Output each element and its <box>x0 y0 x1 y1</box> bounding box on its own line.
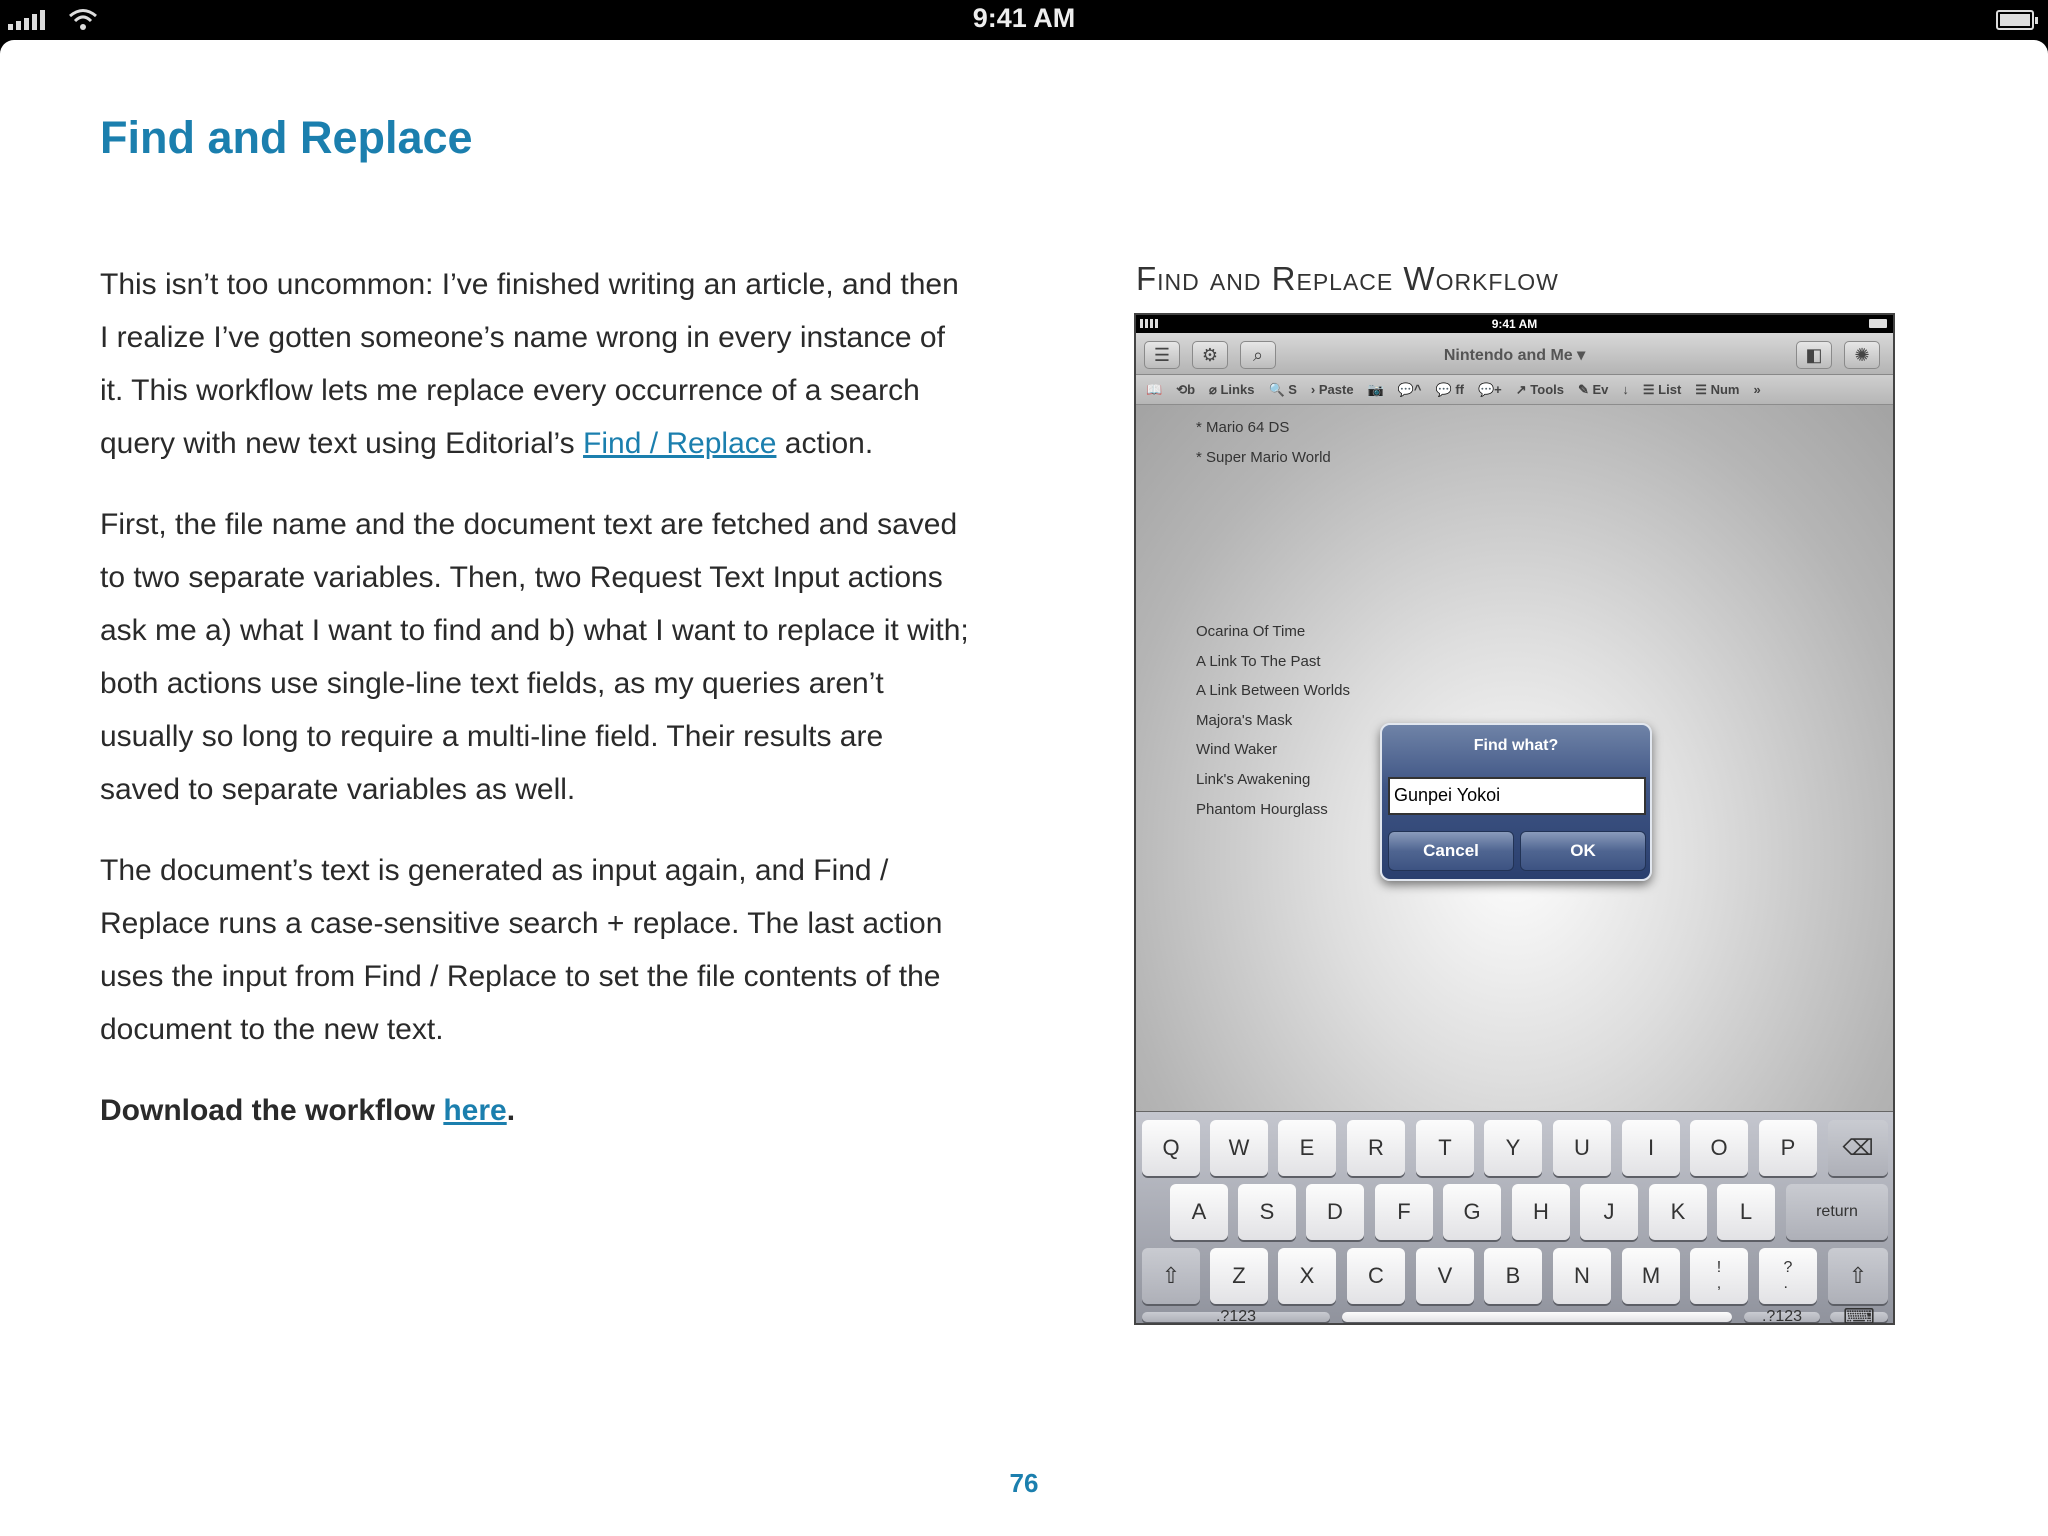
shift-key-right[interactable]: ⇧ <box>1828 1248 1888 1304</box>
list-item: Phantom Hourglass <box>1196 801 1328 818</box>
paragraph-1-end: action. <box>776 427 874 460</box>
toolbar-comment-1[interactable]: 💬^ <box>1397 382 1422 397</box>
key-e[interactable]: E <box>1278 1120 1336 1176</box>
toolbar-more[interactable]: » <box>1753 382 1761 397</box>
list-item: Majora's Mask <box>1196 712 1293 729</box>
numbers-key-left[interactable]: .?123 <box>1142 1312 1330 1322</box>
key-l[interactable]: L <box>1717 1184 1775 1240</box>
find-dialog <box>1380 723 1652 881</box>
toolbar-ev[interactable]: ✎ Ev <box>1578 382 1609 397</box>
key-s[interactable]: S <box>1238 1184 1296 1240</box>
key-g[interactable]: G <box>1443 1184 1501 1240</box>
editor-content[interactable] <box>1136 405 1893 1111</box>
battery-icon <box>1996 10 2034 30</box>
key-x[interactable]: X <box>1278 1248 1336 1304</box>
paragraph-1 <box>100 258 970 470</box>
toolbar-search[interactable]: 🔍 S <box>1268 382 1297 397</box>
key-f[interactable]: F <box>1375 1184 1433 1240</box>
toolbar-paste[interactable]: › Paste <box>1310 382 1354 397</box>
screenshot-time: 9:41 AM <box>1491 317 1538 331</box>
key-u[interactable]: U <box>1553 1120 1611 1176</box>
download-end: . <box>506 1094 516 1127</box>
key-i[interactable]: I <box>1622 1120 1680 1176</box>
dialog-title: Find what? <box>1473 737 1559 754</box>
key-d[interactable]: D <box>1306 1184 1364 1240</box>
preview-icon[interactable]: ◧ <box>1796 341 1832 369</box>
paragraph-3: The document’s text is generated as input again, and Find / Replace runs a case-sensitive search + replace. The last action uses the input from Find / Replace to set the file contents of the document to the new text. <box>100 854 943 1046</box>
key-t[interactable]: T <box>1416 1120 1474 1176</box>
toolbar-num[interactable]: ☰ Num <box>1695 382 1740 397</box>
toolbar-list[interactable]: ☰ List <box>1642 382 1682 397</box>
key-w[interactable]: W <box>1210 1120 1268 1176</box>
key-a[interactable]: A <box>1170 1184 1228 1240</box>
toolbar-bookmarks[interactable]: 📖 <box>1146 382 1163 397</box>
book-page <box>0 40 2048 1536</box>
article-body <box>100 258 970 1165</box>
keyboard <box>1136 1111 1893 1325</box>
key-c[interactable]: C <box>1347 1248 1405 1304</box>
key-z[interactable]: Z <box>1210 1248 1268 1304</box>
key-y[interactable]: Y <box>1484 1120 1542 1176</box>
download-link[interactable]: here <box>443 1094 507 1127</box>
space-key[interactable] <box>1342 1312 1732 1322</box>
key-v[interactable]: V <box>1416 1248 1474 1304</box>
toolbar-comment-3[interactable]: 💬+ <box>1478 382 1502 397</box>
list-item: Ocarina Of Time <box>1196 623 1306 640</box>
download-text: Download the workflow <box>100 1094 444 1127</box>
key-q[interactable]: Q <box>1142 1120 1200 1176</box>
status-time: 9:41 AM <box>972 3 1076 33</box>
find-replace-link[interactable]: Find / Replace <box>583 427 777 460</box>
note-line: * Mario 64 DS <box>1196 419 1290 436</box>
page-title: Find and Replace <box>100 112 473 163</box>
toolbar-comment-2[interactable]: 💬 ff <box>1435 382 1464 397</box>
screenshot-battery-icon <box>1869 319 1887 328</box>
return-key[interactable]: return <box>1786 1184 1888 1240</box>
numbers-key-right[interactable]: .?123 <box>1744 1312 1820 1322</box>
ok-button[interactable]: OK <box>1520 831 1646 871</box>
toolbar-tools[interactable]: ↗ Tools <box>1515 382 1564 397</box>
key-n[interactable]: N <box>1553 1248 1611 1304</box>
gear-icon[interactable]: ⚙ <box>1192 341 1228 369</box>
keyboard-hide-icon[interactable]: ⌨ <box>1830 1312 1888 1322</box>
list-item: Link's Awakening <box>1196 771 1311 788</box>
list-item: A Link Between Worlds <box>1196 682 1350 699</box>
paragraph-1-text: This isn’t too uncommon: I’ve finished writing an article, and then I realize I’ve gotten someone’s name wrong in every instance of it. This workflow lets me replace every occurrence of a search query with new text using Editorial’s <box>100 268 959 460</box>
key-j[interactable]: J <box>1580 1184 1638 1240</box>
cancel-button[interactable]: Cancel <box>1388 831 1514 871</box>
search-icon[interactable]: ⌕ <box>1240 341 1276 369</box>
key-question-period[interactable]: ? . <box>1759 1248 1817 1304</box>
key-k[interactable]: K <box>1649 1184 1707 1240</box>
find-input[interactable]: Gunpei Yokoi <box>1388 777 1646 815</box>
key-h[interactable]: H <box>1512 1184 1570 1240</box>
key-m[interactable]: M <box>1622 1248 1680 1304</box>
key-o[interactable]: O <box>1690 1120 1748 1176</box>
shift-key-left[interactable]: ⇧ <box>1142 1248 1200 1304</box>
toolbar-down[interactable]: ↓ <box>1622 382 1629 397</box>
key-p[interactable]: P <box>1759 1120 1817 1176</box>
document-title[interactable]: Nintendo and Me ▾ <box>1443 347 1586 364</box>
toolbar-camera[interactable]: 📷 <box>1367 382 1384 397</box>
download-line <box>100 1084 970 1137</box>
screenshot-nav-bar <box>1136 333 1893 375</box>
screenshot-status-bar <box>1136 315 1893 333</box>
key-b[interactable]: B <box>1484 1248 1542 1304</box>
menu-icon[interactable]: ☰ <box>1144 341 1180 369</box>
backspace-key[interactable]: ⌫ <box>1828 1120 1888 1176</box>
key-r[interactable]: R <box>1347 1120 1405 1176</box>
embedded-screenshot <box>1134 313 1895 1325</box>
status-bar <box>0 0 2048 40</box>
accessory-toolbar <box>1136 375 1893 405</box>
note-line: * Super Mario World <box>1196 449 1331 466</box>
key-exclaim-comma[interactable]: ! , <box>1690 1248 1748 1304</box>
list-item: A Link To The Past <box>1196 653 1321 670</box>
toolbar-undo[interactable]: ⟲b <box>1176 382 1196 397</box>
paragraph-2: First, the file name and the document text are fetched and saved to two separate variables. Then, two Request Text Input actions ask me a) what I want to find and b) what I want to replace it with; both actions use single-line text fields, as my queries aren’t usually so long to require a multi-line field. Their results are saved to separate variables as well. <box>100 508 969 806</box>
toolbar-links[interactable]: ⌀ Links <box>1209 382 1255 397</box>
screenshot-signal-icon <box>1140 319 1160 328</box>
page-number: 76 <box>1009 1468 1039 1498</box>
list-item: Wind Waker <box>1196 741 1278 758</box>
activity-icon: ✺ <box>1844 341 1880 369</box>
figure-title: Find and Replace Workflow <box>1136 260 1559 297</box>
